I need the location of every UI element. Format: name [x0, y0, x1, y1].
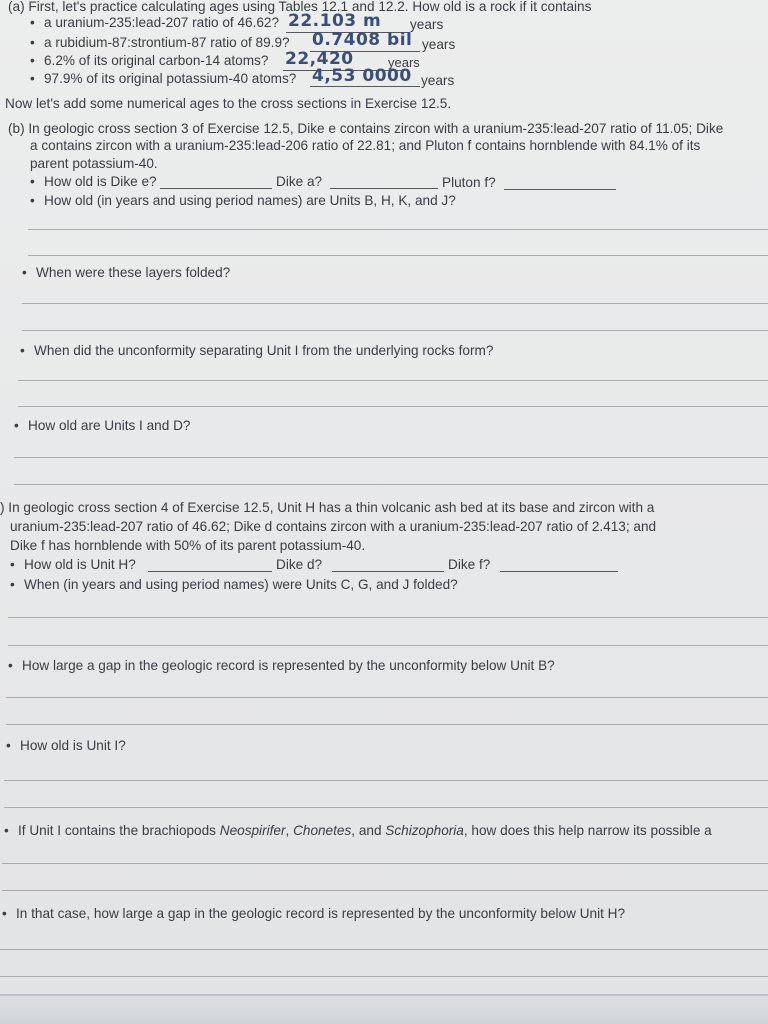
unit-years-4: years — [421, 73, 455, 88]
q-dike-f: Dike f? — [448, 557, 491, 572]
answer-rule[interactable] — [4, 780, 768, 781]
q-dike-e: • How old is Dike e? — [30, 174, 157, 189]
answer-rule[interactable] — [14, 457, 768, 458]
answer-rule[interactable] — [28, 255, 768, 256]
answer-rule[interactable] — [4, 807, 768, 808]
part-b-intro-3: parent potassium-40. — [30, 156, 158, 171]
unit-years-2: years — [422, 37, 456, 52]
q-gap-b: • How large a gap in the geologic record is represented by the unconformity below Unit B? — [8, 658, 555, 673]
part-a-item-2: • a rubidium-87:strontium-87 ratio of 89.9? — [30, 35, 290, 50]
answer-rule[interactable] — [0, 949, 768, 950]
answer-rule[interactable] — [6, 724, 768, 725]
answer-line-unit-h[interactable] — [148, 571, 272, 572]
answer-rule[interactable] — [2, 863, 768, 864]
part-c-intro-1: ) In geologic cross section 4 of Exercise 12.5, Unit H has a thin volcanic ash bed at its base and zircon with a — [0, 500, 655, 515]
answer-rule[interactable] — [0, 976, 768, 977]
part-b-intro-1: (b) In geologic cross section 3 of Exercise 12.5, Dike e contains zircon with a uranium-235:lead-207 ratio of 11.05; Dike — [8, 121, 724, 136]
part-b-intro-2: a contains zircon with a uranium-235:lead-206 ratio of 22.81; and Pluton f contains hornblende with 84.1% of its — [30, 138, 701, 153]
answer-rule[interactable] — [6, 697, 768, 698]
answer-line-dike-a[interactable] — [330, 188, 438, 189]
answer-rule[interactable] — [2, 890, 768, 891]
answer-rule[interactable] — [8, 645, 768, 646]
part-a-item-3: • 6.2% of its original carbon-14 atoms? — [30, 53, 269, 68]
q-pluton-f: Pluton f? — [442, 175, 496, 190]
q-dike-a: Dike a? — [276, 174, 323, 189]
q-folded: • When were these layers folded? — [22, 265, 231, 280]
q-units-id: • How old are Units I and D? — [14, 418, 191, 433]
answer-rule[interactable] — [14, 484, 768, 485]
answer-line-pluton-f[interactable] — [504, 189, 616, 190]
part-a-item-4: • 97.9% of its original potassium-40 atoms? — [30, 71, 297, 86]
q-unconformity: • When did the unconformity separating Unit I from the underlying rocks form? — [20, 343, 494, 358]
answer-line-dike-d[interactable] — [332, 571, 444, 572]
answer-rule[interactable] — [18, 380, 768, 381]
part-a-item-1: • a uranium-235:lead-207 ratio of 46.62? — [30, 15, 280, 30]
part-c-intro-3: Dike f has hornblende with 50% of its parent potassium-40. — [10, 538, 366, 553]
answer-handwritten-2: 0.7408 bil — [312, 30, 413, 50]
q-brachiopods: • If Unit I contains the brachiopods Neospirifer, Chonetes, and Schizophoria, how does this help narrow its possible a — [4, 823, 712, 838]
answer-line-dike-e[interactable] — [160, 188, 272, 189]
page-bottom-edge — [0, 994, 768, 996]
answer-line-dike-f[interactable] — [500, 571, 618, 572]
part-c-intro-2: uranium-235:lead-207 ratio of 46.62; Dike d contains zircon with a uranium-235:lead-207 ratio of 2.413; and — [10, 519, 657, 534]
unit-years-3: years — [388, 55, 420, 70]
answer-handwritten-4: 4,53 0000 — [312, 66, 412, 86]
page-bottom-shadow — [0, 994, 768, 1024]
unit-years-1: years — [410, 17, 444, 32]
q-dike-d: Dike d? — [276, 557, 323, 572]
answer-rule[interactable] — [18, 406, 768, 407]
answer-line-4 — [310, 86, 420, 87]
answer-rule[interactable] — [8, 617, 768, 618]
part-a-intro: (a) First, let's practice calculating ages using Tables 12.1 and 12.2. How old is a rock if it contains — [8, 0, 592, 14]
answer-rule[interactable] — [28, 229, 768, 230]
q-unit-h: • How old is Unit H? — [10, 557, 136, 572]
answer-handwritten-3: 22,420 — [285, 49, 354, 69]
transition-text: Now let's add some numerical ages to the cross sections in Exercise 12.5. — [5, 96, 452, 111]
answer-rule[interactable] — [22, 330, 768, 331]
answer-handwritten-1: 22.103 m — [288, 11, 382, 31]
answer-rule[interactable] — [22, 303, 768, 304]
q-unit-i: • How old is Unit I? — [6, 738, 126, 753]
q-units-cgj: • When (in years and using period names) were Units C, G, and J folded? — [10, 577, 458, 592]
q-units-bhkj: • How old (in years and using period names) are Units B, H, K, and J? — [30, 193, 456, 208]
q-gap-h: • In that case, how large a gap in the geologic record is represented by the unconformity below Unit H? — [2, 906, 626, 921]
